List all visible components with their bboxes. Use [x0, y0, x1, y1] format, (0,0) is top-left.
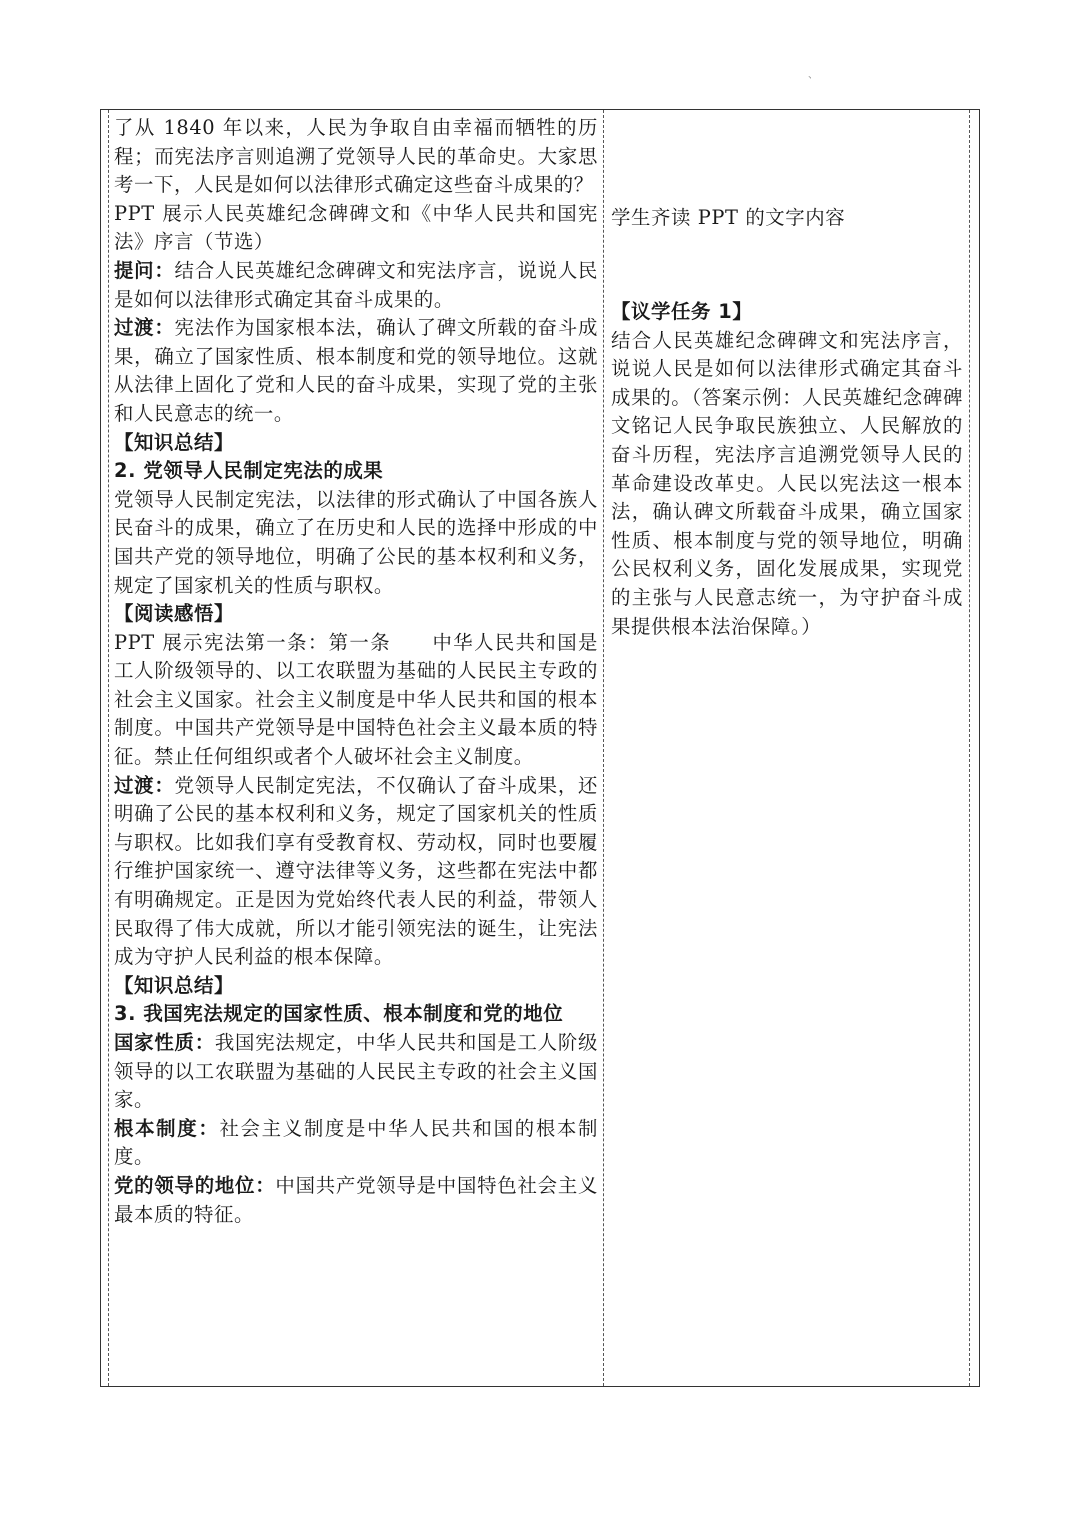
dashed-divider-left — [108, 110, 109, 1386]
teacher-activity-column — [114, 110, 598, 1386]
fundamental-system-text: 社会主义制度是中华人民共和国的根本制度。 — [114, 1116, 598, 1169]
constitution-article-paragraph: PPT 展示宪法第一条：第一条 中华人民共和国是工人阶级领导的、以工农联盟为基础的人民民主专政的社会主义国家。社会主义制度是中华人民共和国的根本制度。中国共产党领导是中国特色社会主义最本质的特征。禁止任何组织或者个人破坏社会主义制度。 — [114, 630, 598, 769]
dashed-divider-middle — [603, 110, 604, 1386]
student-activity-column — [611, 110, 963, 1386]
dashed-divider-right — [969, 110, 970, 1386]
question-text: 结合人民英雄纪念碑碑文和宪法序言，说说人民是如何以法律形式确定其奋斗成果的。 — [114, 258, 598, 311]
reading-reflection-heading: 【阅读感悟】 — [114, 602, 234, 626]
state-nature-label: 国家性质： — [114, 1031, 215, 1054]
party-leadership-label: 党的领导的地位： — [114, 1173, 276, 1197]
transition-paragraph-2 — [114, 772, 598, 972]
discussion-task-heading: 【议学任务 1】 — [611, 300, 753, 323]
transition-paragraph-1 — [114, 314, 598, 428]
party-leadership-paragraph — [114, 1172, 598, 1229]
ppt-display-paragraph: PPT 展示人民英雄纪念碑碑文和《中华人民共和国宪法》序言（节选） — [114, 201, 598, 254]
knowledge-summary-subheading-2: 2. 党领导人民制定宪法的成果 — [114, 459, 384, 483]
discussion-task-block — [611, 298, 963, 641]
state-nature-paragraph — [114, 1029, 598, 1115]
summary-paragraph-2: 党领导人民制定宪法，以法律的形式确认了中国各族人民奋斗的成果，确立了在历史和人民的选择中形成的中国共产党的领导地位，明确了公民的基本权利和义务，规定了国家机关的性质与职权。 — [114, 487, 598, 597]
student-reading-note: 学生齐读 PPT 的文字内容 — [611, 206, 846, 229]
question-label: 提问： — [114, 258, 175, 282]
knowledge-summary-heading-1: 【知识总结】 — [114, 430, 234, 454]
lesson-plan-table — [100, 109, 980, 1387]
knowledge-summary-subheading-3: 3. 我国宪法规定的国家性质、根本制度和党的地位 — [114, 1002, 564, 1026]
transition-text-1: 宪法作为国家根本法，确认了碑文所载的奋斗成果，确立了国家性质、根本制度和党的领导地位。这就从法律上固化了党和人民的奋斗成果，实现了党的主张和人民意志的统一。 — [114, 316, 598, 425]
intro-paragraph: 了从 1840 年以来，人民为争取自由幸福而牺牲的历程；而宪法序言则追溯了党领导人民的革命史。大家思考一下，人民是如何以法律形式确定这些奋斗成果的？ — [114, 116, 598, 197]
knowledge-summary-heading-2: 【知识总结】 — [114, 973, 234, 997]
state-nature-text: 我国宪法规定，中华人民共和国是工人阶级领导的以工农联盟为基础的人民民主专政的社会主义国家。 — [114, 1031, 598, 1112]
transition-label-2: 过渡： — [114, 773, 175, 797]
discussion-task-text: 结合人民英雄纪念碑碑文和宪法序言，说说人民是如何以法律形式确定其奋斗成果的。（答案示例：人民英雄纪念碑碑文铭记人民争取民族独立、人民解放的奋斗历程，宪法序言追溯党领导人民的革命建设改革史。人民以宪法这一根本法，确认碑文所载奋斗成果，确立国家性质、根本制度与党的领导地位，明确公民权利义务，固化发展成果，实现党的主张与人民意志统一，为守护奋斗成果提供根本法治保障。） — [611, 328, 963, 638]
scan-mark: 、 — [808, 70, 818, 81]
fundamental-system-label: 根本制度： — [114, 1116, 220, 1140]
transition-text-2: 党领导人民制定宪法，不仅确认了奋斗成果，还明确了公民的基本权利和义务，规定了国家机关的性质与职权。比如我们享有受教育权、劳动权，同时也要履行维护国家统一、遵守法律等义务，这些都在宪法中都有明确规定。正是因为党始终代表人民的利益，带领人民取得了伟大成就，所以才能引领宪法的诞生，让宪法成为守护人民利益的根本保障。 — [114, 773, 598, 969]
question-paragraph — [114, 257, 598, 314]
fundamental-system-paragraph — [114, 1115, 598, 1172]
transition-label-1: 过渡： — [114, 316, 175, 340]
party-leadership-text: 中国共产党领导是中国特色社会主义最本质的特征。 — [114, 1173, 598, 1226]
